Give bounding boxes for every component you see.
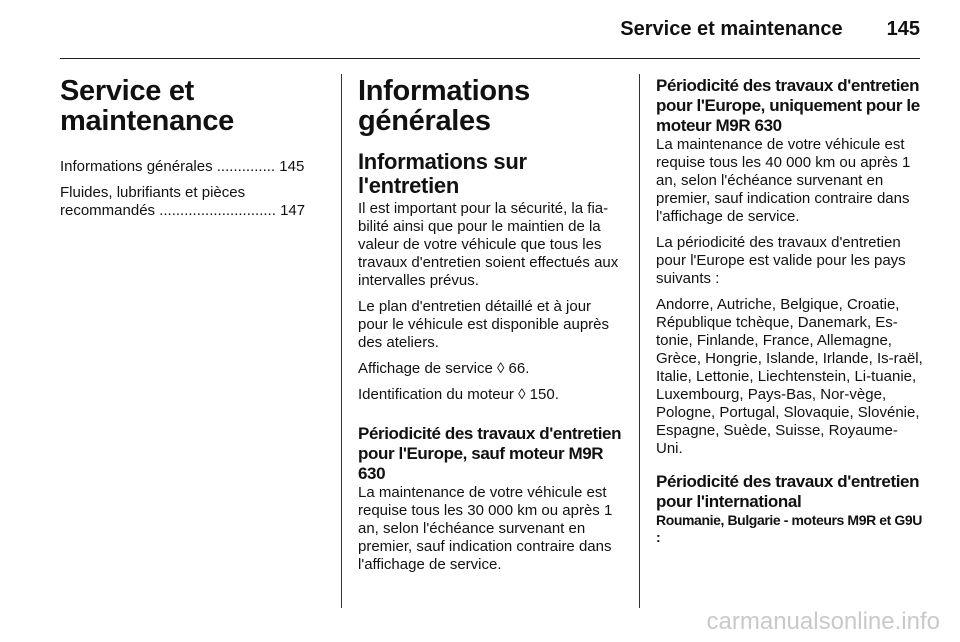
heading-international-interval: Périodicité des travaux d'entretien pour l'international: [656, 472, 920, 511]
header-title: Service et maintenance: [620, 18, 843, 40]
chapter-title-line2: maintenance: [60, 105, 234, 137]
left-column: [60, 76, 324, 228]
column-divider-1: [341, 74, 342, 608]
toc-entry-informations-generales[interactable]: Informations générales .............. 145: [60, 158, 305, 175]
paragraph-engine-id-ref[interactable]: Identification du moteur ◊ 150.: [358, 386, 559, 403]
paragraph-europe-interval: La maintenance de votre véhicule est requise tous les 30 000 km ou après 1 an, selon l'échéance survenant en premier, sauf indication contraire dans l'affichage de service.: [358, 484, 613, 573]
table-of-contents: [60, 158, 324, 220]
page-number: 145: [886, 18, 920, 40]
column-divider-2: [639, 74, 640, 608]
paragraph-countries: Andorre, Autriche, Belgique, Croatie, République tchèque, Danemark, Es-tonie, Finlande, France, Allemagne, Grèce, Hongrie, Islande, Irlande, Is-raël, Italie, Lettonie, Liechtenstein, Li-tuanie, Luxembourg, Pays-Bas, Nor-vège, Pologne, Portugal, Slovaquie, Slovénie, Espagne, Suède, Suisse, Royaume-Uni.: [656, 296, 923, 457]
paragraph-m9r-interval: La maintenance de votre véhicule est requise tous les 40 000 km ou après 1 an, selon l'échéance survenant en premier, sauf indication contraire dans l'affichage de service.: [656, 136, 911, 225]
right-column: [656, 76, 924, 546]
watermark: carmanualsonline.info: [706, 608, 940, 635]
page-header: [620, 18, 920, 41]
toc-entry-fluides[interactable]: Fluides, lubrifiants et pièces recommandés ............................ 147: [60, 184, 306, 219]
subsection-title: Informations sur l'entretien: [358, 149, 527, 198]
subheading-romania-bulgaria: Roumanie, Bulgarie - moteurs M9R et G9U :: [656, 512, 923, 545]
middle-column: [358, 76, 624, 582]
paragraph-plan: Le plan d'entretien détaillé et à jour pour le véhicule est disponible auprès des ateliers.: [358, 298, 609, 351]
heading-m9r-interval: Périodicité des travaux d'entretien pour l'Europe, uniquement pour le moteur M9R 630: [656, 76, 920, 135]
paragraph-importance: Il est important pour la sécurité, la fia-bilité ainsi que pour le maintien de la valeur de votre véhicule que tous les travaux d'entretien soient effectués aux intervalles prévus.: [358, 200, 619, 289]
heading-europe-interval: Périodicité des travaux d'entretien pour l'Europe, sauf moteur M9R 630: [358, 424, 622, 483]
chapter-title: [60, 76, 324, 136]
paragraph-service-display-ref[interactable]: Affichage de service ◊ 66.: [358, 360, 530, 377]
chapter-title-line1: Service et: [60, 75, 195, 107]
header-rule: [60, 58, 920, 59]
section-title: Informations générales: [358, 75, 531, 137]
paragraph-validity: La périodicité des travaux d'entretien pour l'Europe est valide pour les pays suivants :: [656, 234, 906, 287]
